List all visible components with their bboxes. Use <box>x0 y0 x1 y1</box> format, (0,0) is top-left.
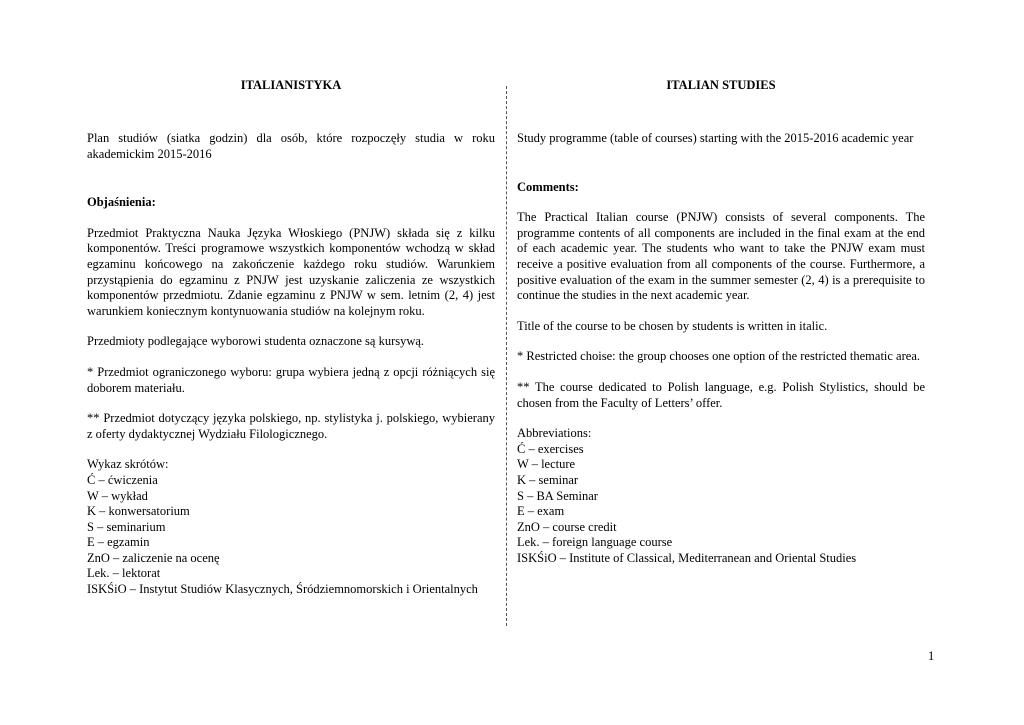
polish-abbreviations-list <box>87 473 495 598</box>
english-paragraph-italic: Title of the course to be chosen by students is written in italic. <box>517 318 828 333</box>
english-paragraph-polish-language: ** The course dedicated to Polish language, e.g. Polish Stylistics, should be chosen from the Faculty of Letters’ offer. <box>517 379 925 410</box>
english-abbreviations-title: Abbreviations: <box>517 426 592 441</box>
list-item: Ć – exercises <box>517 441 584 456</box>
list-item: S – seminarium <box>87 519 166 534</box>
english-title: ITALIAN STUDIES <box>666 78 776 92</box>
list-item: Lek. – foreign language course <box>517 535 673 550</box>
list-item: W – lecture <box>517 457 576 472</box>
english-intro: Study programme (table of courses) starting with the 2015-2016 academic year <box>517 131 914 145</box>
polish-heading: Objaśnienia: <box>87 195 156 210</box>
english-abbreviations-list <box>517 442 925 567</box>
polish-paragraph-italic: Przedmioty podlegające wyborowi studenta oznaczone są kursywą. <box>87 334 425 349</box>
english-paragraph-restricted: * Restricted choise: the group chooses one option of the restricted thematic area. <box>517 349 920 364</box>
list-item: W – wykład <box>87 488 148 503</box>
list-item: ISKŚiO – Institute of Classical, Mediterranean and Oriental Studies <box>517 550 857 565</box>
polish-title: ITALIANISTYKA <box>240 78 342 92</box>
page-number: 1 <box>928 649 935 663</box>
list-item: K – seminar <box>517 472 579 487</box>
polish-intro: Plan studiów (siatka godzin) dla osób, które rozpoczęły studia w roku akademickim 2015-2016 <box>87 131 495 161</box>
list-item: E – egzamin <box>87 535 150 550</box>
column-divider <box>506 86 507 626</box>
english-heading: Comments: <box>517 179 579 194</box>
polish-column <box>87 78 495 598</box>
polish-paragraph-polish-language: ** Przedmiot dotyczący języka polskiego, np. stylistyka j. polskiego, wybierany z oferty dydaktycznej Wydziału Filologicznego. <box>87 411 495 441</box>
polish-abbreviations-title: Wykaz skrótów: <box>87 457 169 472</box>
list-item: Ć – ćwiczenia <box>87 472 158 487</box>
list-item: E – exam <box>517 504 565 519</box>
list-item: ISKŚiO – Instytut Studiów Klasycznych, Śródziemnomorskich i Orientalnych <box>87 582 478 597</box>
polish-paragraph-pnjw: Przedmiot Praktyczna Nauka Języka Włoskiego (PNJW) składa się z kilku komponentów. Treści programowe wszystkich komponentów wchodzą w skład egzaminu końcowego na zakończenie każdego roku studiów. Warunkiem przystąpienia do egzaminu z PNJW jest uzyskanie zaliczenia ze wszystkich komponentów przedmiotu. Zdanie egzaminu z PNJW w sem. letnim (2, 4) jest warunkiem koniecznym kontynuowania studiów na kolejnym roku. <box>87 225 495 318</box>
list-item: K – konwersatorium <box>87 504 190 519</box>
english-paragraph-pnjw: The Practical Italian course (PNJW) consists of several components. The programme contents of all components are included in the final exam at the end of each academic year. The students who want to take the PNJW exam must receive a positive evaluation from all components of the course. Furthermore, a positive evaluation of the exam in the summer semester (2, 4) is a prerequisite to continue the studies in the next academic year. <box>517 210 925 303</box>
english-column <box>517 78 925 566</box>
polish-paragraph-restricted: * Przedmiot ograniczonego wyboru: grupa wybiera jedną z opcji różniących się doborem materiału. <box>87 364 495 395</box>
list-item: S – BA Seminar <box>517 488 598 503</box>
list-item: ZnO – course credit <box>517 519 617 534</box>
list-item: ZnO – zaliczenie na ocenę <box>87 550 220 565</box>
list-item: Lek. – lektorat <box>87 566 161 581</box>
